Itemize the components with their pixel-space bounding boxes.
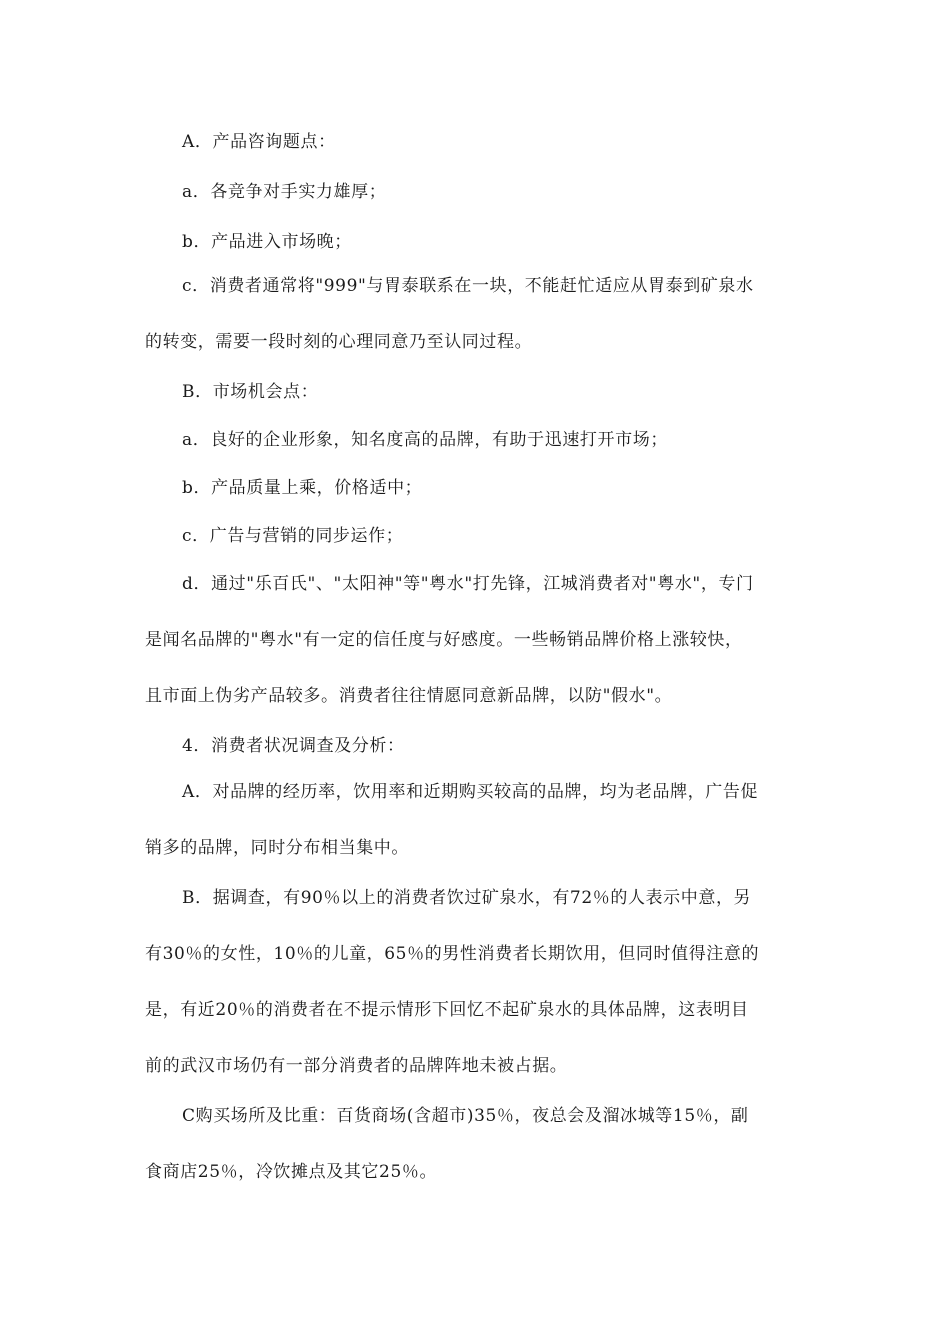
text-line: b．产品质量上乘，价格适中； (182, 478, 423, 498)
text-line: B．市场机会点： (182, 382, 319, 402)
text-line: 有30％的女性，10％的儿童，65％的男性消费者长期饮用，但同时值得注意的 (145, 944, 760, 964)
text-line: 销多的品牌，同时分布相当集中。 (145, 838, 409, 858)
text-line: c．消费者通常将"999"与胃泰联系在一块，不能赶忙适应从胃泰到矿泉水 (182, 276, 754, 296)
text-line: d．通过"乐百氏"、"太阳神"等"粤水"打先锋，江城消费者对"粤水"，专门 (182, 574, 754, 594)
text-line: a．良好的企业形象，知名度高的品牌，有助于迅速打开市场； (182, 430, 668, 450)
text-line: C购买场所及比重：百货商场(含超市)35％，夜总会及溜冰城等15％，副 (182, 1106, 749, 1126)
text-line: 的转变，需要一段时刻的心理同意乃至认同过程。 (145, 332, 533, 352)
text-line: 是，有近20％的消费者在不提示情形下回忆不起矿泉水的具体品牌，这表明目 (145, 1000, 749, 1020)
text-line: c．广告与营销的同步运作； (182, 526, 404, 546)
text-line: 4．消费者状况调查及分析： (182, 736, 405, 756)
text-line: a．各竞争对手实力雄厚； (182, 182, 387, 202)
text-line: b．产品进入市场晚； (182, 232, 352, 252)
text-line: A．产品咨询题点： (182, 132, 336, 152)
text-line: 前的武汉市场仍有一部分消费者的品牌阵地未被占据。 (145, 1056, 568, 1076)
text-line: 且市面上伪劣产品较多。消费者往往情愿同意新品牌，以防"假水"。 (145, 686, 673, 706)
text-line: B．据调查，有90％以上的消费者饮过矿泉水，有72％的人表示中意，另 (182, 888, 752, 908)
text-line: 食商店25％，冷饮摊点及其它25％。 (145, 1162, 438, 1182)
text-line: A．对品牌的经历率，饮用率和近期购买较高的品牌，均为老品牌，广告促 (182, 782, 759, 802)
text-line: 是闻名品牌的"粤水"有一定的信任度与好感度。一些畅销品牌价格上涨较快， (145, 630, 743, 650)
